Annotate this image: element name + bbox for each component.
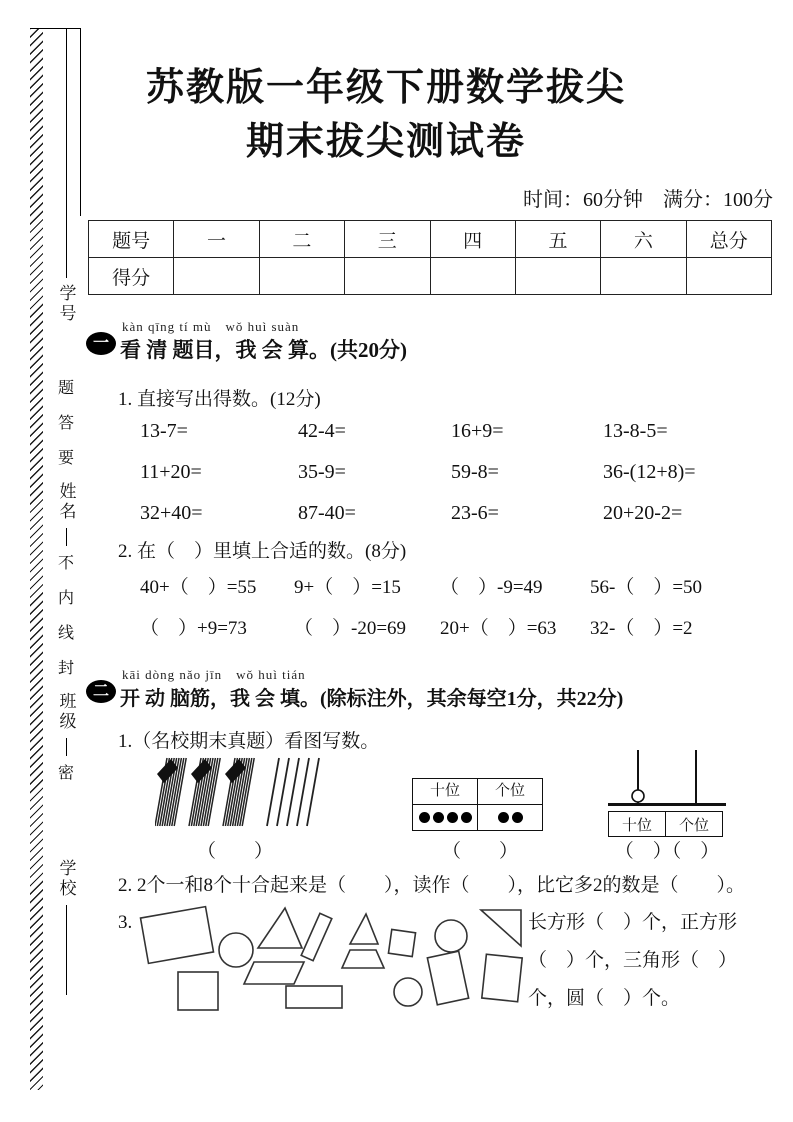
score-table-score-row <box>89 258 772 295</box>
score-table-column-header: 四 <box>430 221 515 258</box>
counter-dot <box>512 812 523 823</box>
abacus-labels <box>608 811 723 837</box>
fill-blank-expression: （ ）+9=73 <box>140 618 247 639</box>
counter-dot <box>461 812 472 823</box>
score-table-empty-cell <box>515 258 600 295</box>
arithmetic-expression: 13-8-5= <box>603 420 668 442</box>
polygon-shape <box>244 962 304 984</box>
fill-blank-expression: 20+（ ）=63 <box>440 618 557 639</box>
section-one-title: 看 清 题目，我 会 算。(共20分) <box>120 338 407 362</box>
score-table-empty-cell <box>259 258 344 295</box>
rectangle-shape <box>388 929 415 956</box>
class-label: 班级 <box>56 692 76 732</box>
fill-blank-expression: （ ）-20=69 <box>294 618 407 639</box>
score-table-column-header: 三 <box>345 221 430 258</box>
arithmetic-expression: 23-6= <box>451 502 499 524</box>
sticks-answer-blank: （ ） <box>196 841 273 862</box>
section-two-pinyin: kāi dòng nǎo jīn wǒ huì tián <box>122 667 306 682</box>
arithmetic-expression: 20+20-2= <box>603 502 683 524</box>
abacus-figure <box>608 748 726 837</box>
seal-phrase-char: 要 <box>57 450 74 467</box>
rectangle-shape <box>301 913 332 960</box>
score-table-empty-cell <box>174 258 259 295</box>
score-table-empty-cell <box>601 258 686 295</box>
s2-q3-number: 3. <box>118 912 133 933</box>
abacus-ones-header: 个位 <box>666 812 723 837</box>
counter-dot <box>433 812 444 823</box>
s1-q2-expressions-grid <box>140 572 770 640</box>
polygon-shape <box>258 908 302 948</box>
seal-hatch-border <box>30 28 43 1090</box>
seal-phrase-char: 密 <box>57 765 74 782</box>
fill-blank-expression: 56-（ ）=50 <box>590 577 703 598</box>
counter-dot <box>498 812 509 823</box>
arithmetic-expression: 87-40= <box>298 502 356 524</box>
section-two-badge: 二 <box>86 680 116 703</box>
arithmetic-expression: 42-4= <box>298 420 346 442</box>
school-label: 学校 <box>56 859 76 899</box>
class-blank-line <box>66 738 67 756</box>
s1-q1-label: 1. 直接写出得数。(12分) <box>118 389 321 410</box>
abacus-answer-blank: （ ）（ ） <box>614 841 720 862</box>
place-value-table <box>412 778 543 831</box>
stick-bundles-figure <box>155 752 325 834</box>
s2-q3-line1: 长方形（ ）个，正方形 <box>528 912 738 933</box>
arithmetic-expression: 36-(12+8)= <box>603 461 696 483</box>
ones-header: 个位 <box>478 779 543 805</box>
name-label: 姓名 <box>56 482 76 522</box>
time-score-meta: 时间：60分钟 满分：100分 <box>523 189 773 211</box>
polygon-shape <box>481 910 521 946</box>
section-two-title: 开 动 脑筋，我 会 填。(除标注外，其余每空1分，共22分) <box>120 688 624 710</box>
circle-shape <box>394 978 422 1006</box>
place-value-answer-blank: （ ） <box>441 841 518 862</box>
seal-phrase-char: 题 <box>57 380 74 397</box>
arithmetic-expression: 13-7= <box>140 420 188 442</box>
abacus-tens-header: 十位 <box>609 812 666 837</box>
score-table-column-header: 六 <box>601 221 686 258</box>
seal-phrase-char: 封 <box>57 660 74 677</box>
rectangle-shape <box>427 951 468 1005</box>
seal-column <box>50 28 82 995</box>
score-table-row-label: 题号 <box>89 221 174 258</box>
circle-shape <box>435 920 467 952</box>
counter-dot <box>447 812 458 823</box>
seal-phrase-char: 答 <box>57 415 74 432</box>
score-table-column-header: 总分 <box>686 221 771 258</box>
s2-q3-text <box>528 904 778 1018</box>
s1-q2-label: 2. 在（ ）里填上合适的数。(8分) <box>118 541 407 562</box>
s2-q2-text: 2. 2个一和8个十合起来是（ ），读作（ ），比它多2的数是（ ）。 <box>118 875 746 896</box>
counter-dot <box>419 812 430 823</box>
s1-q1-expressions-grid <box>140 420 768 525</box>
rectangle-shape <box>178 972 218 1010</box>
s2-q3-line3: 个，圆（ ）个。 <box>528 988 681 1009</box>
section-one-badge: 一 <box>86 332 116 355</box>
score-table-empty-cell <box>430 258 515 295</box>
seal-phrase-char: 不 <box>57 555 74 572</box>
arithmetic-expression: 59-8= <box>451 461 499 483</box>
school-blank-line <box>66 905 67 995</box>
score-table-header-row <box>89 221 772 258</box>
tens-dots-cell <box>413 805 478 831</box>
score-table-row-label: 得分 <box>89 258 174 295</box>
ones-dots-cell <box>478 805 543 831</box>
arithmetic-expression: 32+40= <box>140 502 203 524</box>
tens-header: 十位 <box>413 779 478 805</box>
rectangle-shape <box>141 907 214 964</box>
polygon-shape <box>350 914 378 944</box>
name-blank-line <box>66 528 67 546</box>
score-table-column-header: 五 <box>515 221 600 258</box>
polygon-shape <box>342 950 384 968</box>
arithmetic-expression: 35-9= <box>298 461 346 483</box>
shapes-figure <box>136 898 531 1016</box>
rectangle-shape <box>482 954 522 1002</box>
paper-title-line1: 苏教版一年级下册数学拔尖 <box>145 67 626 109</box>
seal-phrase-char: 内 <box>57 590 74 607</box>
s2-q3-line2: （ ）个，三角形（ ） <box>528 950 738 971</box>
score-table-empty-cell <box>686 258 771 295</box>
paper-title-line2: 期末拔尖测试卷 <box>245 121 526 163</box>
fill-blank-expression: 40+（ ）=55 <box>140 577 257 598</box>
circle-shape <box>219 933 253 967</box>
fill-blank-expression: 32-（ ）=2 <box>590 618 693 639</box>
student-number-label: 学号 <box>56 284 76 324</box>
score-table <box>88 220 772 295</box>
abacus-rods <box>608 748 726 806</box>
rectangle-shape <box>286 986 342 1008</box>
arithmetic-expression: 16+9= <box>451 420 504 442</box>
fill-blank-expression: 9+（ ）=15 <box>294 577 401 598</box>
student-number-blank-line <box>66 28 67 278</box>
seal-phrase-char: 线 <box>57 625 74 642</box>
score-table-empty-cell <box>345 258 430 295</box>
score-table-column-header: 一 <box>174 221 259 258</box>
arithmetic-expression: 11+20= <box>140 461 202 483</box>
section-one-pinyin: kàn qīng tí mù wǒ huì suàn <box>122 319 300 334</box>
s2-q1-label: 1.（名校期末真题）看图写数。 <box>118 731 380 752</box>
fill-blank-expression: （ ）-9=49 <box>440 577 543 598</box>
score-table-column-header: 二 <box>259 221 344 258</box>
